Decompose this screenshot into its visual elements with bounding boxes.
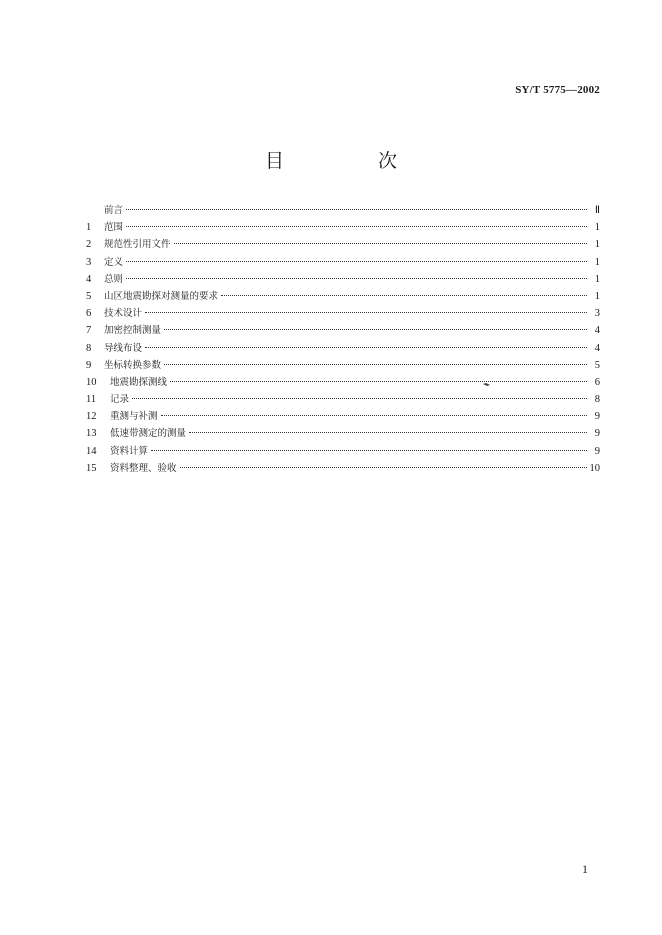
toc-entry-title: 资料计算 <box>110 445 149 457</box>
toc-entry-number: 14 <box>86 445 97 457</box>
toc-entry-title: 前言 <box>104 205 124 216</box>
toc-entry-page: 1 <box>594 222 600 234</box>
dot-leader <box>164 364 587 365</box>
toc-entry-number: 12 <box>86 411 97 423</box>
toc-entry-title: 加密控制测量 <box>104 325 162 337</box>
dot-leader <box>174 243 587 244</box>
page-title: 目 次 <box>264 150 442 172</box>
dot-leader <box>126 209 587 210</box>
toc-entry-number: 2 <box>86 239 92 251</box>
toc-entry-title: 山区地震勘探对测量的要求 <box>104 290 219 302</box>
toc-entry[interactable] <box>86 236 600 253</box>
toc-entry-title: 资料整理、验收 <box>110 462 177 474</box>
toc-entry[interactable] <box>86 254 600 271</box>
toc-entry-page: 5 <box>594 359 600 371</box>
scan-speck <box>483 383 491 387</box>
toc-entry-number: 6 <box>86 308 92 320</box>
toc-entry-page: 8 <box>594 394 600 406</box>
toc-entry-title: 地震勘探测线 <box>110 376 168 388</box>
toc-entry-number: 10 <box>86 376 97 388</box>
toc-entry[interactable] <box>86 443 600 460</box>
toc-entry[interactable] <box>86 271 600 288</box>
toc-entry-title: 定义 <box>104 256 124 268</box>
toc-entry[interactable] <box>86 374 600 391</box>
standard-code: SY/T 5775—2002 <box>515 84 600 96</box>
toc-entry-number: 13 <box>86 428 97 440</box>
toc-entry-page: 9 <box>594 411 600 423</box>
dot-leader <box>161 415 587 416</box>
toc-entry-title: 记录 <box>110 394 130 406</box>
toc-entry-page: 10 <box>589 462 600 474</box>
toc-entry[interactable] <box>86 340 600 357</box>
toc-entry[interactable] <box>86 425 600 442</box>
toc-entry-number: 11 <box>86 394 97 406</box>
toc-entry-page: 1 <box>594 290 600 302</box>
toc-entry-title: 重测与补测 <box>110 411 158 423</box>
toc-entry-title: 范围 <box>104 222 124 234</box>
toc-entry-page: 1 <box>594 239 600 251</box>
dot-leader <box>126 261 587 262</box>
dot-leader <box>126 278 587 279</box>
toc-entry[interactable] <box>86 357 600 374</box>
dot-leader <box>145 347 587 348</box>
dot-leader <box>189 432 587 433</box>
dot-leader <box>221 295 587 296</box>
toc-entry-number: 4 <box>86 273 92 285</box>
toc-entry-number: 8 <box>86 342 92 354</box>
toc-entry[interactable] <box>86 460 600 477</box>
dot-leader <box>126 226 587 227</box>
toc-entry-number: 3 <box>86 256 92 268</box>
toc-entry-page: Ⅱ <box>594 205 600 216</box>
page-number: 1 <box>582 862 588 876</box>
dot-leader <box>132 398 587 399</box>
toc-entry-page: 4 <box>594 325 600 337</box>
toc-entry[interactable] <box>86 202 600 219</box>
dot-leader <box>180 467 587 468</box>
toc-entry-title: 坐标转换参数 <box>104 359 162 371</box>
toc-entry-number: 7 <box>86 325 92 337</box>
toc-entry[interactable] <box>86 408 600 425</box>
dot-leader <box>164 329 587 330</box>
toc-entry-number: 1 <box>86 222 92 234</box>
toc-entry[interactable] <box>86 391 600 408</box>
toc-entry-title: 技术设计 <box>104 308 143 320</box>
toc-entry-page: 1 <box>594 273 600 285</box>
toc-entry[interactable] <box>86 305 600 322</box>
toc-entry-page: 3 <box>594 308 600 320</box>
toc-entry[interactable] <box>86 288 600 305</box>
toc-entry-page: 1 <box>594 256 600 268</box>
toc-entry-page: 9 <box>594 428 600 440</box>
toc-entry-title: 导线布设 <box>104 342 143 354</box>
dot-leader <box>145 312 587 313</box>
toc-entry-page: 6 <box>594 376 600 388</box>
toc-entry-title: 规范性引用文件 <box>104 239 171 251</box>
toc-entry-number: 5 <box>86 290 92 302</box>
toc-entry[interactable] <box>86 322 600 339</box>
toc-entry-page: 9 <box>594 445 600 457</box>
toc-entry-number: 15 <box>86 462 97 474</box>
toc-entry-title: 总则 <box>104 273 124 285</box>
dot-leader <box>170 381 587 382</box>
toc-entry-page: 4 <box>594 342 600 354</box>
toc-entry-title: 低速带测定的测量 <box>110 428 187 440</box>
dot-leader <box>151 450 587 451</box>
toc-entry-number: 9 <box>86 359 92 371</box>
toc-entry[interactable] <box>86 219 600 236</box>
table-of-contents <box>86 202 600 477</box>
